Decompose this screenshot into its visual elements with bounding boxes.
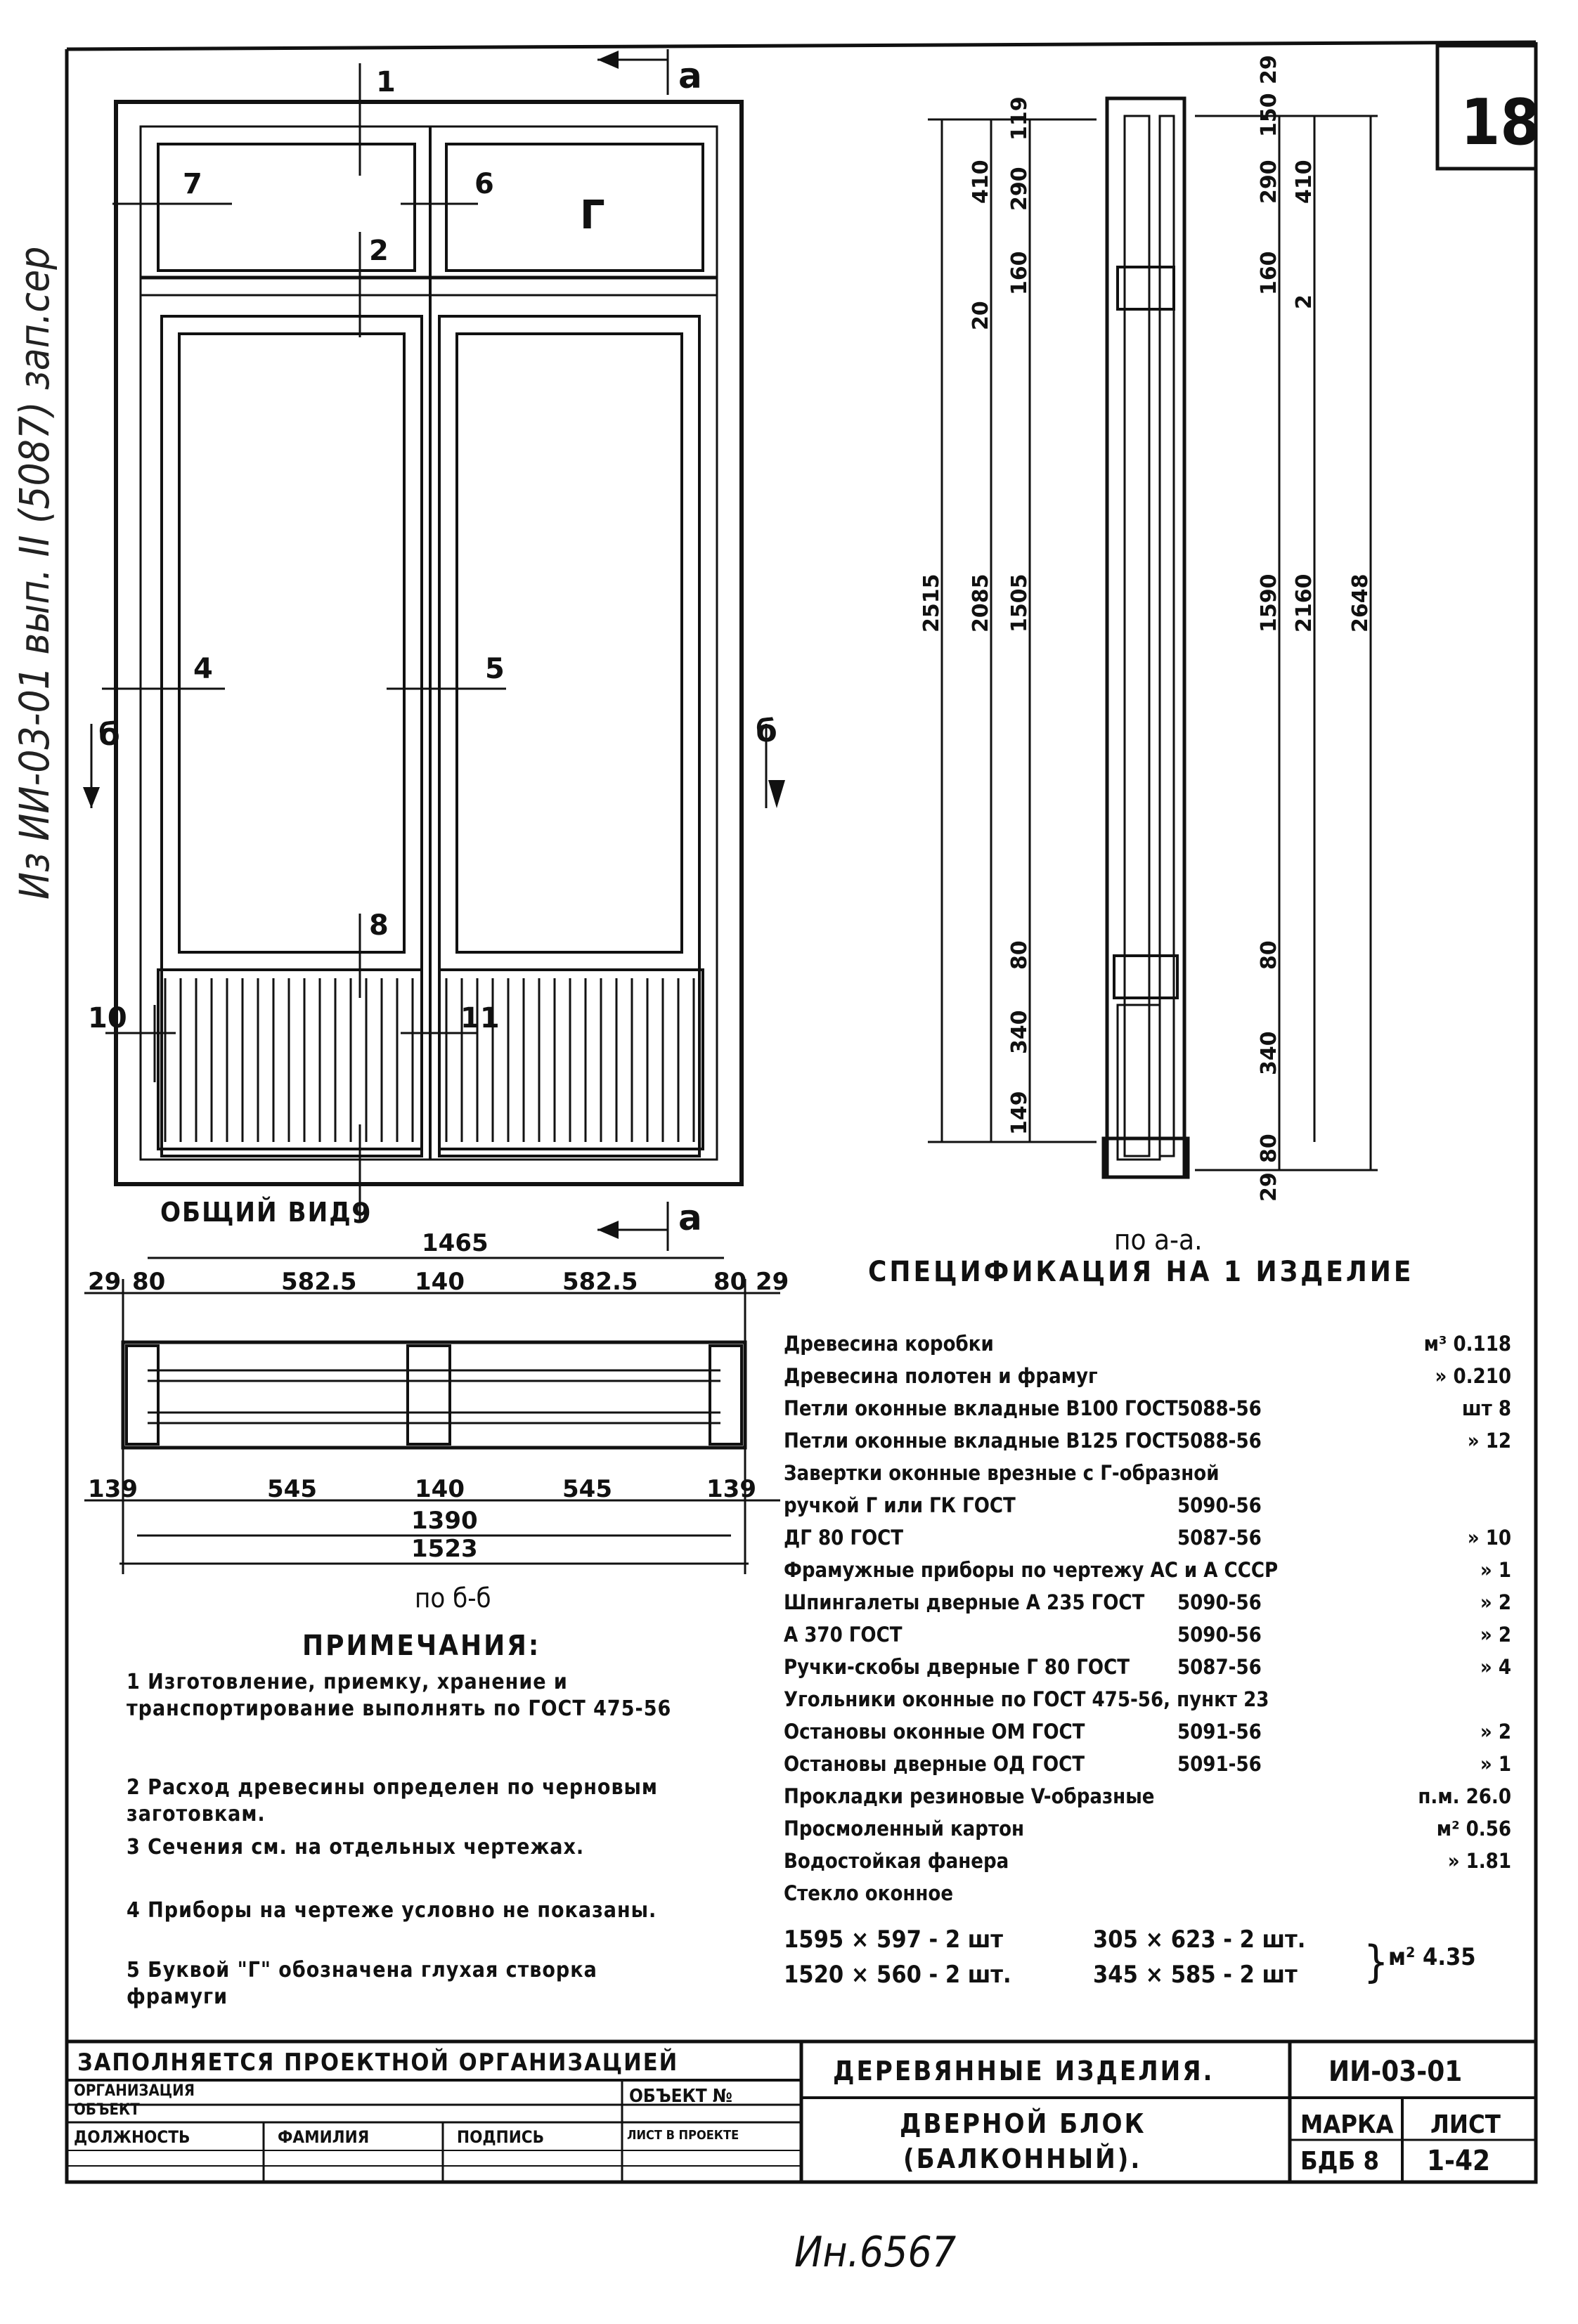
note-5: 5 Буквой "Г" обозначена глухая створка фрамуги xyxy=(127,1958,597,2009)
bb-left-post xyxy=(127,1346,158,1444)
dim-aa-340-right: 340 xyxy=(1257,1031,1281,1075)
spec-row xyxy=(784,1784,1511,1812)
sill-profile xyxy=(1104,1138,1188,1177)
dim-aa-2160: 2160 xyxy=(1292,573,1317,632)
spec-name: ручкой Г или ГК ГОСТ xyxy=(784,1493,1016,1517)
dim-bb-582-left: 582.5 xyxy=(281,1268,357,1296)
section-aa-label: по а-а. xyxy=(1114,1224,1203,1257)
glass-total: м² 4.35 xyxy=(1388,1943,1476,1971)
dim-aa-29-top: 29 xyxy=(1257,55,1281,84)
dim-aa-2515: 2515 xyxy=(919,573,944,632)
spec-std: 5090-56 xyxy=(1177,1590,1262,1614)
spec-val: м³ 0.118 xyxy=(1423,1332,1511,1356)
notes-title: ПРИМЕЧАНИЯ: xyxy=(302,1630,541,1662)
dim-aa-149: 149 xyxy=(1007,1091,1032,1135)
spec-name: Древесина полотен и фрамуг xyxy=(784,1364,1098,1388)
glass-line-1-a: 1595 × 597 - 2 шт xyxy=(784,1926,1004,1954)
dim-aa-340: 340 xyxy=(1007,1010,1032,1054)
section-number-2: 2 xyxy=(369,235,389,267)
arrow-b-right xyxy=(768,780,785,808)
dim-aa-2085: 2085 xyxy=(969,573,993,632)
spec-name: Прокладки резиновые V-образные xyxy=(784,1784,1155,1808)
spec-row xyxy=(784,1687,1511,1715)
bb-right-post xyxy=(710,1346,742,1444)
dim-aa-160-right: 160 xyxy=(1257,251,1281,295)
spec-val: » 2 xyxy=(1480,1623,1511,1647)
spec-val: » 1 xyxy=(1480,1558,1511,1582)
glass-line-2-a: 1520 × 560 - 2 шт. xyxy=(784,1961,1011,1989)
dim-aa-2: 2 xyxy=(1292,294,1317,309)
spec-val: » 2 xyxy=(1480,1590,1511,1614)
leaf-profile xyxy=(1125,116,1149,1156)
spec-row xyxy=(784,1655,1511,1683)
spec-name: Ручки-скобы дверные Г 80 ГОСТ xyxy=(784,1655,1130,1679)
specification-title: СПЕЦИФИКАЦИЯ НА 1 ИЗДЕЛИЕ xyxy=(868,1256,1414,1288)
tb-organization: ОРГАНИЗАЦИЯ xyxy=(74,2082,195,2100)
bb-mullion xyxy=(408,1346,450,1444)
dim-aa-2648: 2648 xyxy=(1348,573,1373,632)
glass-profile xyxy=(1160,116,1174,1156)
spec-name: ДГ 80 ГОСТ xyxy=(784,1526,904,1550)
spec-val: » 4 xyxy=(1480,1655,1511,1679)
spec-row xyxy=(784,1332,1511,1360)
sheet-top-border xyxy=(67,42,1536,49)
spec-name: Угольники оконные по ГОСТ 475-56, пункт 23 xyxy=(784,1687,1269,1711)
tb-surname: ФАМИЛИЯ xyxy=(278,2127,370,2147)
spec-row xyxy=(784,1849,1511,1877)
section-bb-label: по б-б xyxy=(415,1583,491,1614)
dim-aa-119: 119 xyxy=(1007,96,1032,141)
spec-name: Петли оконные вкладные В125 ГОСТ xyxy=(784,1429,1178,1453)
spec-row xyxy=(784,1881,1511,1909)
transom-pane-right xyxy=(446,144,703,271)
tb-item-name-2: (БАЛКОННЫЙ). xyxy=(903,2143,1142,2174)
arrow-b-left xyxy=(83,787,100,808)
section-bb-drawing xyxy=(123,1342,745,1448)
dim-aa-80: 80 xyxy=(1007,940,1032,970)
spec-name: Водостойкая фанера xyxy=(784,1849,1009,1873)
tb-mark-label: МАРКА xyxy=(1300,2110,1394,2139)
dim-bb-80-left: 80 xyxy=(132,1268,166,1296)
dim-aa-290-right: 290 xyxy=(1257,160,1281,204)
tb-category: ДЕРЕВЯННЫЕ ИЗДЕЛИЯ. xyxy=(833,2056,1215,2086)
spec-std: 5087-56 xyxy=(1177,1655,1262,1679)
arrow-a-top xyxy=(597,51,619,69)
tb-object-no: ОБЪЕКТ № xyxy=(629,2086,733,2107)
dim-aa-80-right: 80 xyxy=(1257,940,1281,970)
section-aa-dimension-lines xyxy=(928,116,1378,1170)
spec-std: 5088-56 xyxy=(1177,1429,1262,1453)
spec-std: 5091-56 xyxy=(1177,1720,1262,1744)
dim-aa-20: 20 xyxy=(969,301,993,330)
spec-name: Древесина коробки xyxy=(784,1332,994,1356)
dim-bb-139-left: 139 xyxy=(88,1475,138,1503)
dim-aa-150: 150 xyxy=(1257,93,1281,137)
spec-val: шт 8 xyxy=(1461,1396,1511,1420)
spec-name: А 370 ГОСТ xyxy=(784,1623,903,1647)
dim-bb-29-right: 29 xyxy=(756,1268,789,1296)
section-number-10: 10 xyxy=(88,1002,127,1034)
glass-right xyxy=(457,334,682,952)
dim-bb-80-right: 80 xyxy=(713,1268,747,1296)
spec-row xyxy=(784,1429,1511,1457)
spec-val: м² 0.56 xyxy=(1436,1817,1511,1841)
dim-aa-410: 410 xyxy=(969,160,993,204)
spec-name: Просмоленный картон xyxy=(784,1817,1025,1841)
note-4: 4 Приборы на чертеже условно не показаны. xyxy=(127,1898,657,1923)
note-3: 3 Сечения см. на отдельных чертежах. xyxy=(127,1835,585,1859)
spec-row xyxy=(784,1817,1511,1845)
glass-left xyxy=(179,334,404,952)
tb-mark-value: БДБ 8 xyxy=(1300,2147,1380,2176)
dim-bb-29-left: 29 xyxy=(88,1268,122,1296)
section-number-4: 4 xyxy=(193,653,213,685)
dim-bb-1465: 1465 xyxy=(422,1229,489,1257)
dim-aa-1505: 1505 xyxy=(1007,573,1032,632)
tb-object: ОБЪЕКТ xyxy=(74,2101,140,2119)
spec-row xyxy=(784,1461,1511,1489)
section-number-8: 8 xyxy=(369,909,389,942)
tb-series: ИИ-03-01 xyxy=(1328,2056,1463,2088)
spec-row xyxy=(784,1526,1511,1554)
spec-name: Фрамужные приборы по чертежу АС и А СССР xyxy=(784,1558,1279,1582)
spec-row xyxy=(784,1364,1511,1392)
glass-line-2-b: 345 × 585 - 2 шт xyxy=(1093,1961,1298,1989)
spec-row xyxy=(784,1752,1511,1780)
spec-name: Стекло оконное xyxy=(784,1881,954,1905)
dim-aa-80-bottom: 80 xyxy=(1257,1134,1281,1163)
spec-std: 5088-56 xyxy=(1177,1396,1262,1420)
spec-row xyxy=(784,1558,1511,1586)
sheet-number: 18 xyxy=(1461,86,1540,160)
tb-sheet-value: 1-42 xyxy=(1427,2145,1491,2177)
spec-val: п.м. 26.0 xyxy=(1418,1784,1511,1808)
spec-row xyxy=(784,1623,1511,1651)
dim-aa-290: 290 xyxy=(1007,167,1032,211)
section-mark-a-bottom: a xyxy=(678,1197,702,1238)
dim-aa-160: 160 xyxy=(1007,251,1032,295)
tb-item-name-1: ДВЕРНОЙ БЛОК xyxy=(900,2108,1146,2139)
dim-bb-545-left: 545 xyxy=(267,1475,317,1503)
spec-row xyxy=(784,1590,1511,1618)
tb-sheet-label: ЛИСТ xyxy=(1430,2110,1501,2139)
section-aa-drawing xyxy=(1104,98,1188,1177)
section-mark-b-left: б xyxy=(98,717,120,753)
general-view-title: ОБЩИЙ ВИД xyxy=(160,1197,352,1228)
dim-aa-410-right: 410 xyxy=(1292,160,1317,204)
spec-val: » 1 xyxy=(1480,1752,1511,1776)
dim-bb-140-bottom: 140 xyxy=(415,1475,465,1503)
dim-bb-1523: 1523 xyxy=(411,1535,478,1563)
section-number-1: 1 xyxy=(376,66,396,98)
section-number-6: 6 xyxy=(474,168,494,200)
bb-frame xyxy=(123,1342,745,1448)
section-mark-b-right: б xyxy=(756,713,777,749)
spec-row xyxy=(784,1720,1511,1748)
side-annotation: Из ИИ-03-01 вып. II (5087) зап.сер xyxy=(11,246,58,900)
glass-line-1-b: 305 × 623 - 2 шт. xyxy=(1093,1926,1306,1954)
spec-std: 5090-56 xyxy=(1177,1623,1262,1647)
transom-profile xyxy=(1118,267,1174,309)
section-number-11: 11 xyxy=(460,1002,500,1034)
tb-position: ДОЛЖНОСТЬ xyxy=(74,2127,190,2147)
spec-name: Петли оконные вкладные В100 ГОСТ xyxy=(784,1396,1178,1420)
section-mark-a-top: a xyxy=(678,56,702,96)
general-view-arrows xyxy=(83,51,785,1239)
dim-bb-140-top: 140 xyxy=(415,1268,465,1296)
spec-val: » 2 xyxy=(1480,1720,1511,1744)
spec-std: 5091-56 xyxy=(1177,1752,1262,1776)
spec-row xyxy=(784,1396,1511,1424)
spec-name: Завертки оконные врезные с Г-образной xyxy=(784,1461,1220,1485)
glass-brace: } xyxy=(1364,1936,1389,1987)
note-2: 2 Расход древесины определен по черновым заготовкам. xyxy=(127,1775,658,1826)
note-1: 1 Изготовление, приемку, хранение и транспортирование выполнять по ГОСТ 475-56 xyxy=(127,1670,672,1721)
dim-aa-1590: 1590 xyxy=(1257,573,1281,632)
section-number-5: 5 xyxy=(485,653,505,685)
spec-row xyxy=(784,1493,1511,1521)
dim-bb-1390: 1390 xyxy=(411,1507,478,1535)
spec-name: Остановы оконные ОМ ГОСТ xyxy=(784,1720,1085,1744)
tb-signature: ПОДПИСЬ xyxy=(457,2127,545,2147)
spec-name: Остановы дверные ОД ГОСТ xyxy=(784,1752,1085,1776)
dim-bb-582-right: 582.5 xyxy=(562,1268,638,1296)
spec-val: » 10 xyxy=(1467,1526,1511,1550)
spec-std: 5090-56 xyxy=(1177,1493,1262,1517)
tb-sheet-in-project: ЛИСТ В ПРОЕКТЕ xyxy=(627,2128,739,2143)
arrow-a-bottom xyxy=(597,1221,619,1239)
spec-name: Шпингалеты дверные А 235 ГОСТ xyxy=(784,1590,1145,1614)
dim-bb-545-right: 545 xyxy=(562,1475,612,1503)
section-number-9: 9 xyxy=(351,1197,371,1230)
spec-val: » 0.210 xyxy=(1435,1364,1511,1388)
spec-val: » 1.81 xyxy=(1447,1849,1511,1873)
spec-val: » 12 xyxy=(1467,1429,1511,1453)
fixed-pane-letter: Г xyxy=(580,193,605,238)
spec-std: 5087-56 xyxy=(1177,1526,1262,1550)
inventory-number: Ин.6567 xyxy=(794,2228,957,2277)
section-number-7: 7 xyxy=(183,168,202,200)
dim-aa-29-bottom: 29 xyxy=(1257,1172,1281,1202)
dim-bb-139-right: 139 xyxy=(706,1475,756,1503)
tb-filled-by: ЗАПОЛНЯЕТСЯ ПРОЕКТНОЙ ОРГАНИЗАЦИЕЙ xyxy=(77,2049,679,2077)
